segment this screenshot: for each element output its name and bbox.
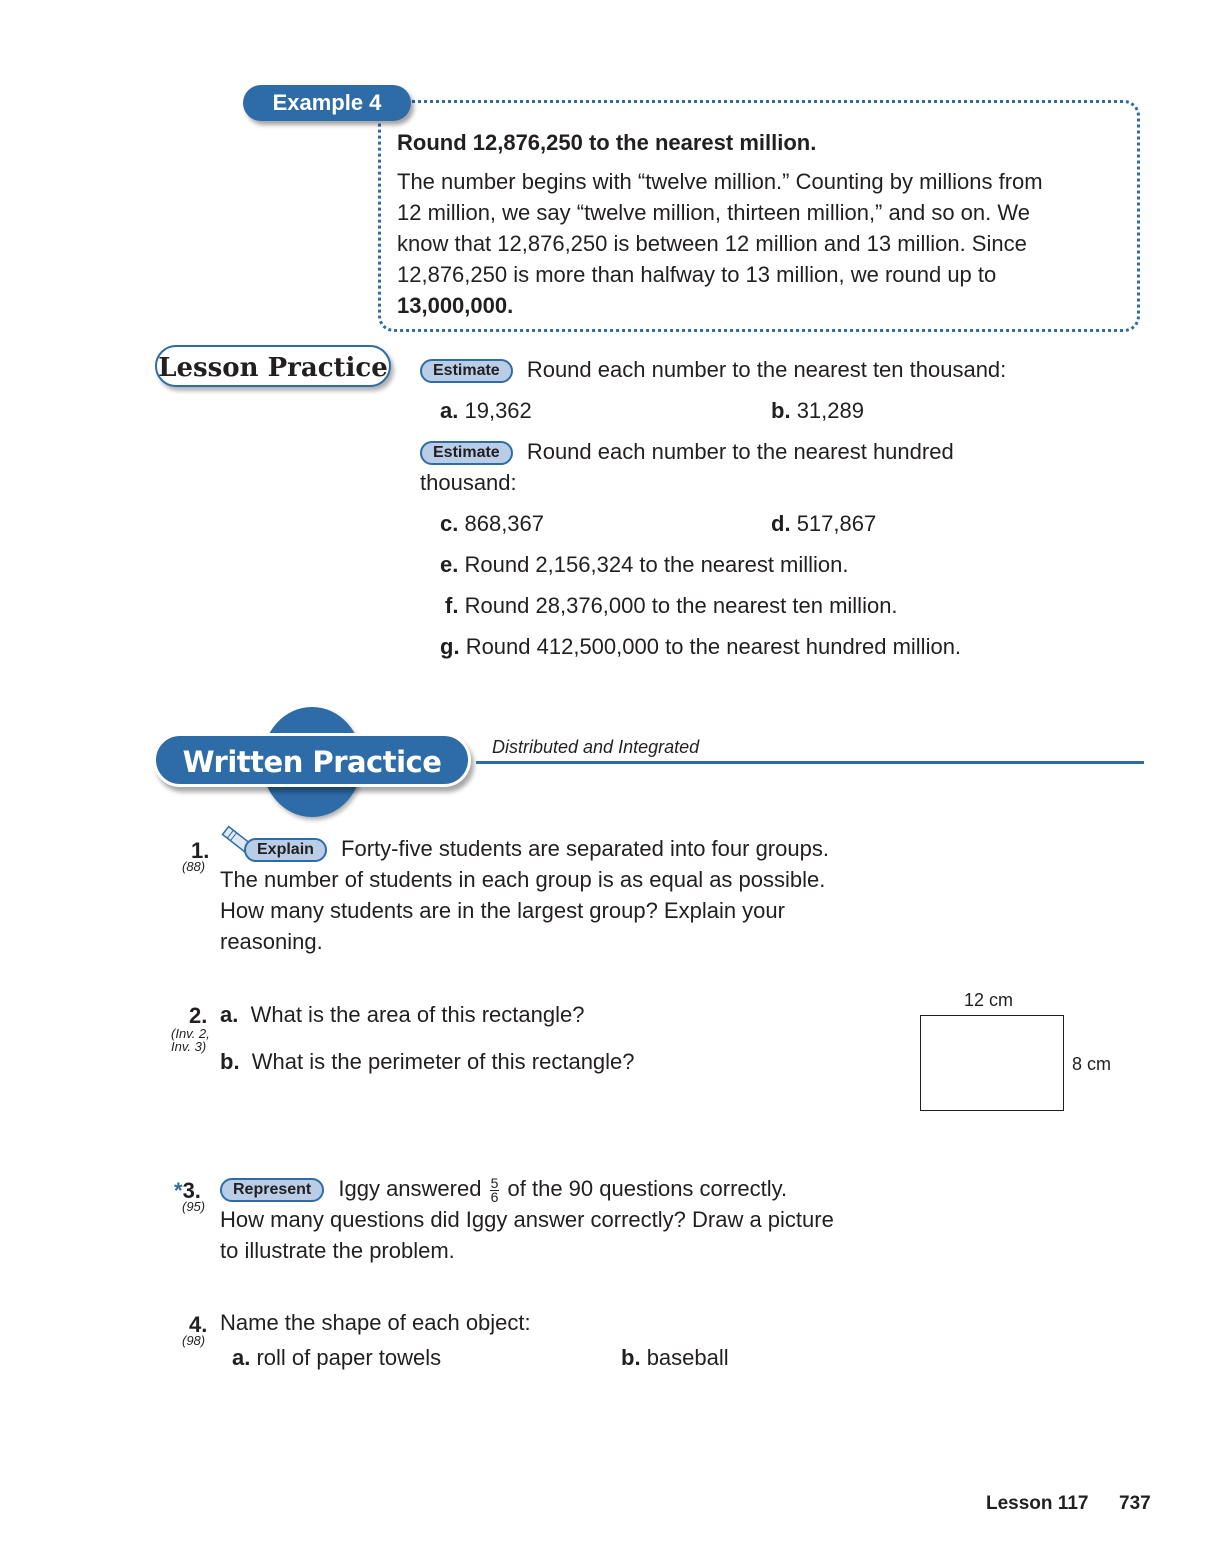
problem-3-line-1: Represent Iggy answered $\frac{5}{6}$ of the 90 questions correctly.: [220, 1173, 787, 1204]
problem-4b: b. baseball: [621, 1345, 729, 1370]
problem-4-text: Name the shape of each object:: [220, 1310, 531, 1335]
estimate-badge: Estimate: [420, 441, 513, 465]
lp-item-g: g. Round 412,500,000 to the nearest hundred million.: [440, 634, 962, 659]
problem-3-line-3: to illustrate the problem.: [220, 1238, 455, 1263]
example-tab: Example 4: [243, 85, 411, 121]
fraction: $\frac{5}{6}$: [490, 1174, 499, 1205]
lp-instruction-2-cont: thousand:: [420, 470, 517, 495]
problem-3-number: *3.: [174, 1178, 201, 1203]
problem-1-number: 1.: [191, 838, 210, 863]
lp-instruction-1: Estimate Round each number to the nearest ten thousand:: [420, 354, 1006, 385]
problem-3-line-2: How many questions did Iggy answer correctly? Draw a picture: [220, 1207, 834, 1232]
lp-item-e: e. Round 2,156,324 to the nearest million.: [440, 552, 849, 577]
lp-item-f: f. Round 28,376,000 to the nearest ten million.: [445, 593, 898, 618]
problem-1-ref: (88): [182, 859, 206, 874]
represent-badge: Represent: [220, 1178, 324, 1202]
estimate-badge: Estimate: [420, 359, 513, 383]
example-line: The number begins with “twelve million.” Counting by millions from: [397, 169, 1043, 194]
problem-1-line-3: How many students are in the largest group? Explain your: [220, 898, 785, 923]
lp-item-c: c. 868,367: [440, 511, 545, 536]
problem-1-line-4: reasoning.: [220, 929, 323, 954]
lesson-practice-tab: Lesson Practice: [155, 345, 391, 387]
problem-1-line-1: Explain Forty-five students are separated into four groups.: [244, 833, 829, 864]
problem-4a: a. roll of paper towels: [232, 1345, 442, 1370]
example-line: 12 million, we say “twelve million, thirteen million,” and so on. We: [397, 200, 1030, 225]
section-rule: [476, 761, 1144, 764]
example-line: know that 12,876,250 is between 12 million and 13 million. Since: [397, 231, 1027, 256]
rect-width-label: 12 cm: [964, 990, 1014, 1010]
problem-2-ref: (Inv. 2, Inv. 3): [171, 1026, 210, 1054]
rect-height-label: 8 cm: [1072, 1054, 1112, 1074]
example-line: 12,876,250 is more than halfway to 13 million, we round up to: [397, 262, 997, 287]
rectangle-figure: [920, 1015, 1064, 1111]
problem-4-ref: (98): [182, 1333, 206, 1348]
lp-item-d: d. 517,867: [771, 511, 877, 536]
example-body: [397, 166, 1127, 321]
lp-item-a: a. 19,362: [440, 398, 532, 423]
footer-lesson: Lesson 117: [986, 1493, 1089, 1514]
written-practice-subtitle: Distributed and Integrated: [492, 737, 700, 757]
explain-badge: Explain: [244, 838, 327, 862]
lp-item-b: b. 31,289: [771, 398, 864, 423]
lp-instruction-2: Estimate Round each number to the nearest hundred: [420, 436, 954, 467]
problem-2a: a. What is the area of this rectangle?: [220, 1002, 585, 1027]
star-marker: *: [174, 1178, 183, 1203]
example-title: Round 12,876,250 to the nearest million.: [397, 130, 817, 155]
problem-2-number: 2.: [189, 1003, 208, 1028]
problem-4-number: 4.: [189, 1312, 208, 1337]
example-answer: 13,000,000.: [397, 293, 514, 318]
written-practice-tab: Written Practice: [153, 733, 471, 787]
problem-3-ref: (95): [182, 1199, 206, 1214]
problem-1-line-2: The number of students in each group is as equal as possible.: [220, 867, 826, 892]
page-number: 737: [1119, 1493, 1151, 1514]
problem-2b: b. What is the perimeter of this rectangle?: [220, 1049, 635, 1074]
